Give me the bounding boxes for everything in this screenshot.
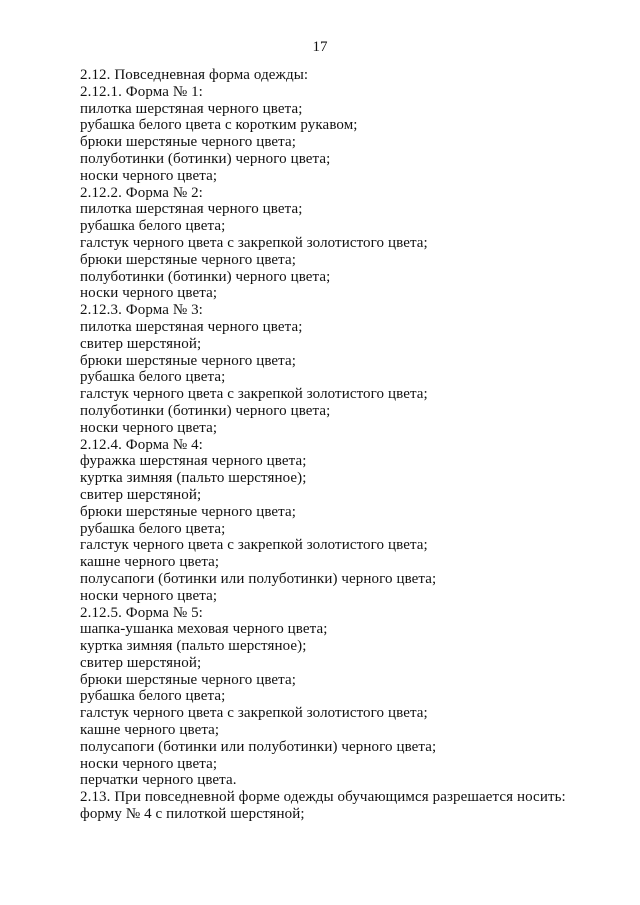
document-line: кашне черного цвета; (80, 554, 220, 571)
document-line: 2.12.1. Форма № 1: (80, 83, 203, 100)
document-line: брюки шерстяные черного цвета; (80, 503, 297, 520)
page-number: 17 (312, 39, 328, 55)
document-line: рубашка белого цвета; (80, 520, 226, 537)
document-line: брюки шерстяные черного цвета; (80, 134, 297, 151)
document-line: 2.12. Повседневная форма одежды: (80, 67, 309, 83)
document-line: пилотка шерстяная черного цвета; (80, 201, 303, 218)
document-line: галстук черного цвета с закрепкой золотистого цвета; (80, 386, 428, 403)
document-line: рубашка белого цвета; (80, 688, 226, 705)
document-body (80, 67, 600, 823)
document-line: галстук черного цвета с закрепкой золотистого цвета; (80, 705, 428, 722)
document-line: брюки шерстяные черного цвета; (80, 251, 297, 268)
document-line: носки черного цвета; (80, 167, 218, 184)
document-line: полусапоги (ботинки или полуботинки) черного цвета; (80, 570, 437, 587)
document-line: перчатки черного цвета. (80, 772, 237, 789)
document-line: 2.12.5. Форма № 5: (80, 604, 203, 621)
document-line: брюки шерстяные черного цвета; (80, 671, 297, 688)
document-line: свитер шерстяной; (80, 486, 202, 503)
document-line: 2.13. При повседневной форме одежды обучающимся разрешается носить: (80, 789, 566, 806)
document-line: куртка зимняя (пальто шерстяное); (80, 470, 307, 487)
document-line: фуражка шерстяная черного цвета; (80, 453, 307, 470)
document-line: рубашка белого цвета; (80, 218, 226, 235)
document-line: пилотка шерстяная черного цвета; (80, 318, 303, 335)
document-line: кашне черного цвета; (80, 722, 220, 739)
document-line: 2.12.4. Форма № 4: (80, 436, 203, 453)
document-line: носки черного цвета; (80, 755, 218, 772)
document-line: полуботинки (ботинки) черного цвета; (80, 402, 331, 419)
document-line: носки черного цвета; (80, 419, 218, 436)
document-line: рубашка белого цвета с коротким рукавом; (80, 117, 358, 134)
document-line: куртка зимняя (пальто шерстяное); (80, 638, 307, 655)
document-line: носки черного цвета; (80, 587, 218, 604)
document-line: галстук черного цвета с закрепкой золотистого цвета; (80, 537, 428, 554)
document-line: полуботинки (ботинки) черного цвета; (80, 268, 331, 285)
document-line: полуботинки (ботинки) черного цвета; (80, 150, 331, 167)
document-line: свитер шерстяной; (80, 335, 202, 352)
document-line: галстук черного цвета с закрепкой золотистого цвета; (80, 234, 428, 251)
document-line: 2.12.3. Форма № 3: (80, 302, 203, 319)
document-line: рубашка белого цвета; (80, 369, 226, 386)
document-line: шапка-ушанка меховая черного цвета; (80, 621, 328, 638)
document-line: полусапоги (ботинки или полуботинки) черного цвета; (80, 738, 437, 755)
document-line: носки черного цвета; (80, 285, 218, 302)
document-line: брюки шерстяные черного цвета; (80, 352, 297, 369)
document-line: пилотка шерстяная черного цвета; (80, 100, 303, 117)
document-line: 2.12.2. Форма № 2: (80, 184, 203, 201)
document-line: форму № 4 с пилоткой шерстяной; (80, 806, 305, 823)
document-line: свитер шерстяной; (80, 654, 202, 671)
